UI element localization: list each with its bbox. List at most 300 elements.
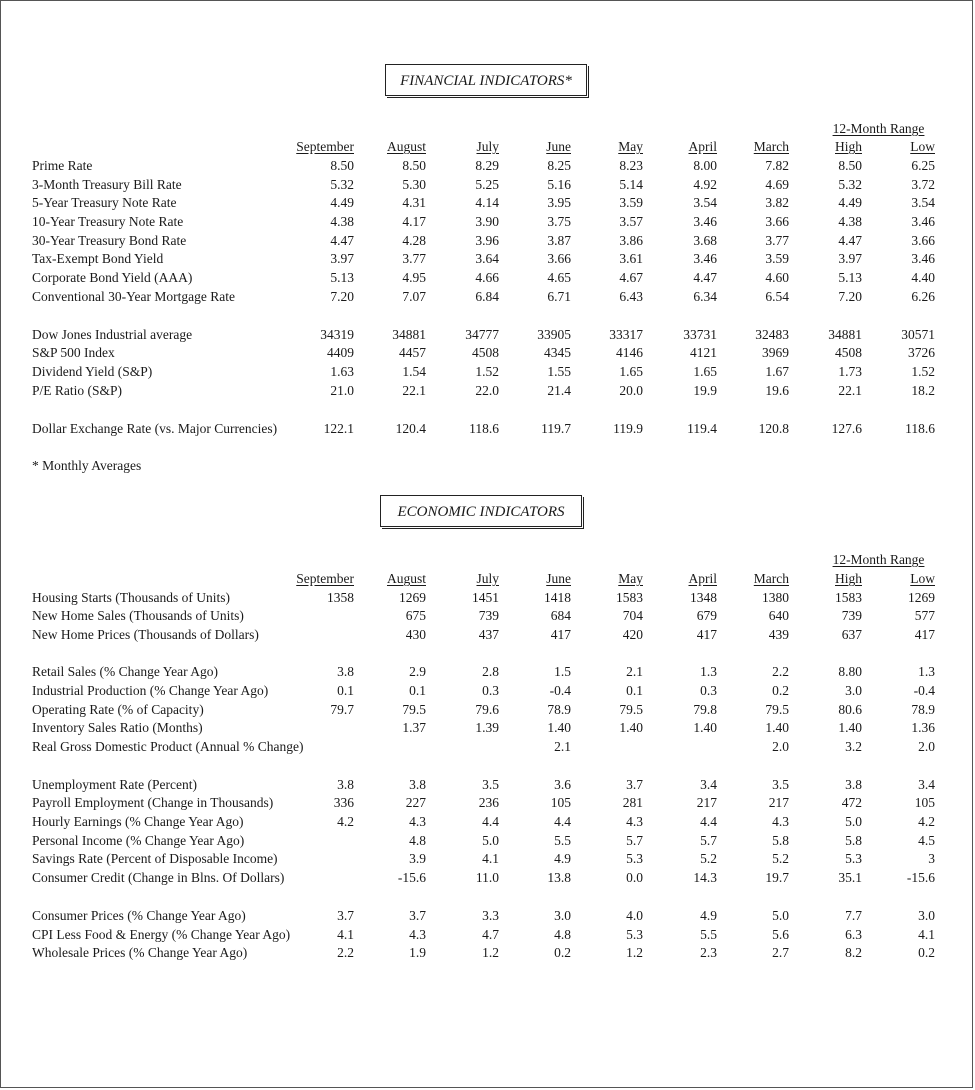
row-value: 236	[478, 795, 499, 810]
column-header-july: July	[476, 139, 499, 154]
row-value: 437	[478, 627, 499, 642]
row-value: 3.97	[330, 251, 354, 266]
row-value: 0.1	[409, 683, 426, 698]
row-value: 4.40	[911, 270, 935, 285]
column-header-june: June	[546, 571, 571, 586]
row-value: 1.40	[619, 720, 643, 735]
row-value: 3.61	[619, 251, 643, 266]
row-value: 4.38	[330, 214, 354, 229]
column-header-high: High	[835, 571, 862, 586]
row-label: Personal Income (% Change Year Ago)	[32, 833, 245, 848]
table-row	[1, 158, 974, 177]
row-value: 79.5	[402, 702, 426, 717]
row-value: 3.66	[765, 214, 789, 229]
row-value: 80.6	[838, 702, 862, 717]
row-value: 417	[550, 627, 571, 642]
row-value: 1380	[762, 590, 789, 605]
table-row	[1, 795, 974, 814]
row-value: 19.6	[765, 383, 789, 398]
row-value: 3.54	[911, 195, 935, 210]
row-value: 3.8	[337, 777, 354, 792]
table-row	[1, 739, 974, 758]
row-value: 3.3	[482, 908, 499, 923]
column-header-june: June	[546, 139, 571, 154]
row-value: 2.2	[772, 664, 789, 679]
row-value: 3.5	[482, 777, 499, 792]
table-row	[1, 945, 974, 964]
row-value: 21.4	[547, 383, 571, 398]
row-value: 5.13	[838, 270, 862, 285]
row-value: 0.1	[626, 683, 643, 698]
table-row	[1, 233, 974, 252]
row-label: Operating Rate (% of Capacity)	[32, 702, 204, 717]
table-row	[1, 720, 974, 739]
row-value: 3.4	[700, 777, 717, 792]
row-value: 30571	[901, 327, 935, 342]
row-value: 3.8	[337, 664, 354, 679]
row-value: 6.25	[911, 158, 935, 173]
row-value: 5.3	[626, 851, 643, 866]
row-value: 1.40	[547, 720, 571, 735]
row-value: 8.50	[330, 158, 354, 173]
row-value: 577	[914, 608, 935, 623]
row-value: 0.0	[626, 870, 643, 885]
row-value: 4.8	[409, 833, 426, 848]
row-value: 79.6	[475, 702, 499, 717]
row-label: Consumer Credit (Change in Blns. Of Dollars)	[32, 870, 285, 885]
row-value: 5.7	[626, 833, 643, 848]
row-label: 3-Month Treasury Bill Rate	[32, 177, 182, 192]
row-value: 1451	[472, 590, 499, 605]
row-value: 3.64	[475, 251, 499, 266]
row-value: 35.1	[838, 870, 862, 885]
row-value: 5.3	[626, 927, 643, 942]
row-label: Savings Rate (Percent of Disposable Income)	[32, 851, 278, 866]
row-value: 8.29	[475, 158, 499, 173]
row-value: 79.7	[330, 702, 354, 717]
row-value: 5.5	[554, 833, 571, 848]
row-value: 119.4	[687, 421, 717, 436]
row-value: 1.36	[911, 720, 935, 735]
row-value: 5.5	[700, 927, 717, 942]
row-value: 5.32	[838, 177, 862, 192]
row-value: 4.47	[693, 270, 717, 285]
row-value: 105	[914, 795, 935, 810]
row-value: 8.23	[619, 158, 643, 173]
financial-range-label: 12-Month Range	[832, 121, 925, 136]
row-value: 120.4	[395, 421, 426, 436]
row-value: 8.80	[838, 664, 862, 679]
row-label: Hourly Earnings (% Change Year Ago)	[32, 814, 244, 829]
row-value: 4.7	[482, 927, 499, 942]
row-value: 3.77	[765, 233, 789, 248]
row-label: Conventional 30-Year Mortgage Rate	[32, 289, 235, 304]
row-value: 3.46	[693, 251, 717, 266]
row-label: 5-Year Treasury Note Rate	[32, 195, 177, 210]
row-value: 7.20	[838, 289, 862, 304]
row-value: 32483	[755, 327, 789, 342]
row-value: 3.75	[547, 214, 571, 229]
row-value: 11.0	[475, 870, 499, 885]
row-value: 4.95	[402, 270, 426, 285]
row-value: 5.3	[845, 851, 862, 866]
row-label: New Home Sales (Thousands of Units)	[32, 608, 244, 623]
row-value: 739	[478, 608, 499, 623]
column-header-april: April	[688, 571, 717, 586]
row-value: 4.5	[918, 833, 935, 848]
row-value: 0.2	[772, 683, 789, 698]
table-row	[1, 327, 974, 346]
row-value: 0.3	[700, 683, 717, 698]
row-value: 122.1	[323, 421, 354, 436]
row-value: 4.28	[402, 233, 426, 248]
row-value: 1.54	[402, 364, 426, 379]
row-value: 4.4	[554, 814, 571, 829]
row-value: 4.38	[838, 214, 862, 229]
row-value: -0.4	[913, 683, 935, 698]
row-value: 3.7	[409, 908, 426, 923]
row-value: 0.1	[337, 683, 354, 698]
row-value: 4.1	[337, 927, 354, 942]
row-value: 4121	[690, 345, 717, 360]
row-value: 739	[841, 608, 862, 623]
row-value: 118.6	[905, 421, 935, 436]
row-value: 3.7	[337, 908, 354, 923]
row-value: 3.59	[765, 251, 789, 266]
column-header-september: September	[296, 571, 354, 586]
row-value: 3.54	[693, 195, 717, 210]
row-value: 33905	[537, 327, 571, 342]
row-label: Inventory Sales Ratio (Months)	[32, 720, 203, 735]
row-value: 1.65	[693, 364, 717, 379]
row-value: 8.25	[547, 158, 571, 173]
row-value: 227	[405, 795, 426, 810]
row-value: 217	[696, 795, 717, 810]
row-value: 4.47	[838, 233, 862, 248]
row-value: 4.3	[409, 927, 426, 942]
row-value: 3.66	[547, 251, 571, 266]
table-row	[1, 177, 974, 196]
column-header-march: March	[753, 571, 789, 586]
row-value: 3	[928, 851, 935, 866]
row-value: 0.2	[554, 945, 571, 960]
row-label: New Home Prices (Thousands of Dollars)	[32, 627, 259, 642]
column-header-september: September	[296, 139, 354, 154]
row-value: 1.37	[402, 720, 426, 735]
row-value: 7.82	[765, 158, 789, 173]
row-value: 33317	[609, 327, 643, 342]
row-value: 4.14	[475, 195, 499, 210]
financial-footnote: * Monthly Averages	[32, 458, 142, 473]
row-value: 3.0	[554, 908, 571, 923]
row-value: 1.52	[911, 364, 935, 379]
row-value: 1.2	[626, 945, 643, 960]
row-value: 4.66	[475, 270, 499, 285]
row-value: 3.4	[918, 777, 935, 792]
row-value: 7.20	[330, 289, 354, 304]
row-value: 4.67	[619, 270, 643, 285]
row-value: 430	[405, 627, 426, 642]
row-value: 3.57	[619, 214, 643, 229]
row-value: 217	[768, 795, 789, 810]
row-value: 19.7	[765, 870, 789, 885]
row-value: 4.17	[402, 214, 426, 229]
table-row	[1, 590, 974, 609]
row-label: S&P 500 Index	[32, 345, 115, 360]
row-value: 2.8	[482, 664, 499, 679]
row-value: 3.86	[619, 233, 643, 248]
table-row	[1, 421, 974, 440]
row-value: 4.31	[402, 195, 426, 210]
table-row	[1, 627, 974, 646]
row-value: 5.16	[547, 177, 571, 192]
row-value: 3.95	[547, 195, 571, 210]
row-label: Industrial Production (% Change Year Ago)	[32, 683, 269, 698]
column-header-low: Low	[910, 571, 935, 586]
table-row	[1, 289, 974, 308]
row-value: 5.32	[330, 177, 354, 192]
row-value: 4146	[616, 345, 643, 360]
column-header-low: Low	[910, 139, 935, 154]
row-value: 4.8	[554, 927, 571, 942]
row-value: 4508	[472, 345, 499, 360]
row-value: 417	[696, 627, 717, 642]
row-value: 5.7	[700, 833, 717, 848]
row-label: Dollar Exchange Rate (vs. Major Currencies)	[32, 421, 278, 436]
row-label: Consumer Prices (% Change Year Ago)	[32, 908, 246, 923]
row-value: 2.3	[700, 945, 717, 960]
row-value: 120.8	[758, 421, 789, 436]
row-value: 1.52	[475, 364, 499, 379]
row-value: 1269	[399, 590, 426, 605]
row-value: 34777	[465, 327, 499, 342]
row-value: 4.60	[765, 270, 789, 285]
row-value: 640	[768, 608, 789, 623]
table-row	[1, 833, 974, 852]
row-value: 4.92	[693, 177, 717, 192]
row-value: 4.69	[765, 177, 789, 192]
row-value: 2.9	[409, 664, 426, 679]
row-value: 6.54	[765, 289, 789, 304]
column-header-may: May	[618, 571, 643, 586]
row-value: 4.49	[330, 195, 354, 210]
row-value: 4.9	[700, 908, 717, 923]
row-value: 4.4	[482, 814, 499, 829]
table-row	[1, 195, 974, 214]
row-value: 5.0	[772, 908, 789, 923]
row-value: 3.46	[693, 214, 717, 229]
row-value: 8.00	[693, 158, 717, 173]
row-value: 6.84	[475, 289, 499, 304]
row-value: 3.46	[911, 251, 935, 266]
row-value: 105	[550, 795, 571, 810]
row-value: 3.87	[547, 233, 571, 248]
row-value: 2.0	[918, 739, 935, 754]
row-value: 5.2	[772, 851, 789, 866]
row-value: 1583	[835, 590, 862, 605]
row-value: 3.59	[619, 195, 643, 210]
row-value: 1.2	[482, 945, 499, 960]
row-value: -0.4	[549, 683, 571, 698]
row-value: 6.3	[845, 927, 862, 942]
row-value: 3.90	[475, 214, 499, 229]
column-header-may: May	[618, 139, 643, 154]
financial-indicators-title: FINANCIAL INDICATORS*	[385, 64, 587, 96]
row-value: 79.5	[619, 702, 643, 717]
row-value: 1583	[616, 590, 643, 605]
row-label: Housing Starts (Thousands of Units)	[32, 590, 230, 605]
row-value: 2.2	[337, 945, 354, 960]
row-value: 3.9	[409, 851, 426, 866]
row-value: 118.6	[469, 421, 499, 436]
row-value: 4508	[835, 345, 862, 360]
row-value: 3.72	[911, 177, 935, 192]
table-row	[1, 251, 974, 270]
row-value: 34881	[828, 327, 862, 342]
row-value: 1.67	[765, 364, 789, 379]
table-row	[1, 214, 974, 233]
row-value: 1.3	[918, 664, 935, 679]
row-value: 3.2	[845, 739, 862, 754]
row-value: 8.50	[402, 158, 426, 173]
row-value: 1.40	[693, 720, 717, 735]
row-value: 19.9	[693, 383, 717, 398]
row-label: Dow Jones Industrial average	[32, 327, 193, 342]
row-value: 34881	[392, 327, 426, 342]
row-value: 14.3	[693, 870, 717, 885]
row-value: 4345	[544, 345, 571, 360]
economic-indicators-title: ECONOMIC INDICATORS	[380, 495, 582, 527]
row-value: 4.3	[626, 814, 643, 829]
row-value: 22.0	[475, 383, 499, 398]
row-value: 4409	[327, 345, 354, 360]
row-value: 5.0	[482, 833, 499, 848]
row-value: 2.7	[772, 945, 789, 960]
row-label: Tax-Exempt Bond Yield	[32, 251, 164, 266]
row-value: 1358	[327, 590, 354, 605]
row-value: 78.9	[911, 702, 935, 717]
row-value: -15.6	[397, 870, 426, 885]
row-value: 1.40	[765, 720, 789, 735]
row-value: 2.1	[554, 739, 571, 754]
row-value: 2.1	[626, 664, 643, 679]
table-row	[1, 851, 974, 870]
row-value: 33731	[683, 327, 717, 342]
row-value: 4.47	[330, 233, 354, 248]
row-value: 1418	[544, 590, 571, 605]
row-value: 281	[622, 795, 643, 810]
row-value: 127.6	[831, 421, 862, 436]
row-value: 1.3	[700, 664, 717, 679]
table-row	[1, 683, 974, 702]
row-value: 675	[405, 608, 426, 623]
row-value: 7.07	[402, 289, 426, 304]
column-header-august: August	[386, 571, 426, 586]
table-row	[1, 270, 974, 289]
row-value: 1269	[908, 590, 935, 605]
row-label: 30-Year Treasury Bond Rate	[32, 233, 187, 248]
row-label: Unemployment Rate (Percent)	[32, 777, 197, 792]
row-value: 5.8	[845, 833, 862, 848]
table-row	[1, 364, 974, 383]
row-value: 6.43	[619, 289, 643, 304]
economic-range-label: 12-Month Range	[832, 552, 925, 567]
row-value: 20.0	[619, 383, 643, 398]
row-label: Prime Rate	[32, 158, 93, 173]
row-value: 3.96	[475, 233, 499, 248]
row-label: Dividend Yield (S&P)	[32, 364, 153, 379]
row-value: 2.0	[772, 739, 789, 754]
row-value: 6.26	[911, 289, 935, 304]
row-value: 4.0	[626, 908, 643, 923]
row-value: 4.65	[547, 270, 571, 285]
row-value: 417	[914, 627, 935, 642]
row-label: Retail Sales (% Change Year Ago)	[32, 664, 218, 679]
row-value: 78.9	[547, 702, 571, 717]
table-row	[1, 345, 974, 364]
table-row	[1, 814, 974, 833]
row-label: Wholesale Prices (% Change Year Ago)	[32, 945, 248, 960]
column-header-july: July	[476, 571, 499, 586]
row-value: 4.49	[838, 195, 862, 210]
row-value: 5.6	[772, 927, 789, 942]
row-value: 119.9	[613, 421, 643, 436]
row-value: 22.1	[838, 383, 862, 398]
row-value: 679	[696, 608, 717, 623]
column-header-high: High	[835, 139, 862, 154]
row-value: 637	[841, 627, 862, 642]
row-value: 1348	[690, 590, 717, 605]
row-value: 4.1	[482, 851, 499, 866]
table-row	[1, 927, 974, 946]
row-value: 1.5	[554, 664, 571, 679]
row-value: -15.6	[906, 870, 935, 885]
row-value: 119.7	[541, 421, 571, 436]
row-value: 1.65	[619, 364, 643, 379]
row-value: 4.3	[772, 814, 789, 829]
row-value: 704	[622, 608, 643, 623]
row-value: 684	[550, 608, 571, 623]
row-value: 4457	[399, 345, 426, 360]
row-value: 5.0	[845, 814, 862, 829]
row-value: 18.2	[911, 383, 935, 398]
row-value: 1.73	[838, 364, 862, 379]
column-header-march: March	[753, 139, 789, 154]
row-value: 5.25	[475, 177, 499, 192]
row-value: 5.14	[619, 177, 643, 192]
row-value: 22.1	[402, 383, 426, 398]
row-value: 34319	[320, 327, 354, 342]
row-value: 6.34	[693, 289, 717, 304]
row-value: 0.2	[918, 945, 935, 960]
row-value: 5.2	[700, 851, 717, 866]
row-value: 13.8	[547, 870, 571, 885]
table-row	[1, 777, 974, 796]
row-value: 4.3	[409, 814, 426, 829]
row-value: 1.40	[838, 720, 862, 735]
row-value: 3.7	[626, 777, 643, 792]
row-value: 4.1	[918, 927, 935, 942]
row-value: 21.0	[330, 383, 354, 398]
row-value: 3.0	[845, 683, 862, 698]
row-value: 8.2	[845, 945, 862, 960]
column-header-april: April	[688, 139, 717, 154]
row-value: 1.39	[475, 720, 499, 735]
financial-header-row	[1, 139, 974, 158]
row-value: 3.46	[911, 214, 935, 229]
row-value: 3.5	[772, 777, 789, 792]
row-label: Corporate Bond Yield (AAA)	[32, 270, 193, 285]
